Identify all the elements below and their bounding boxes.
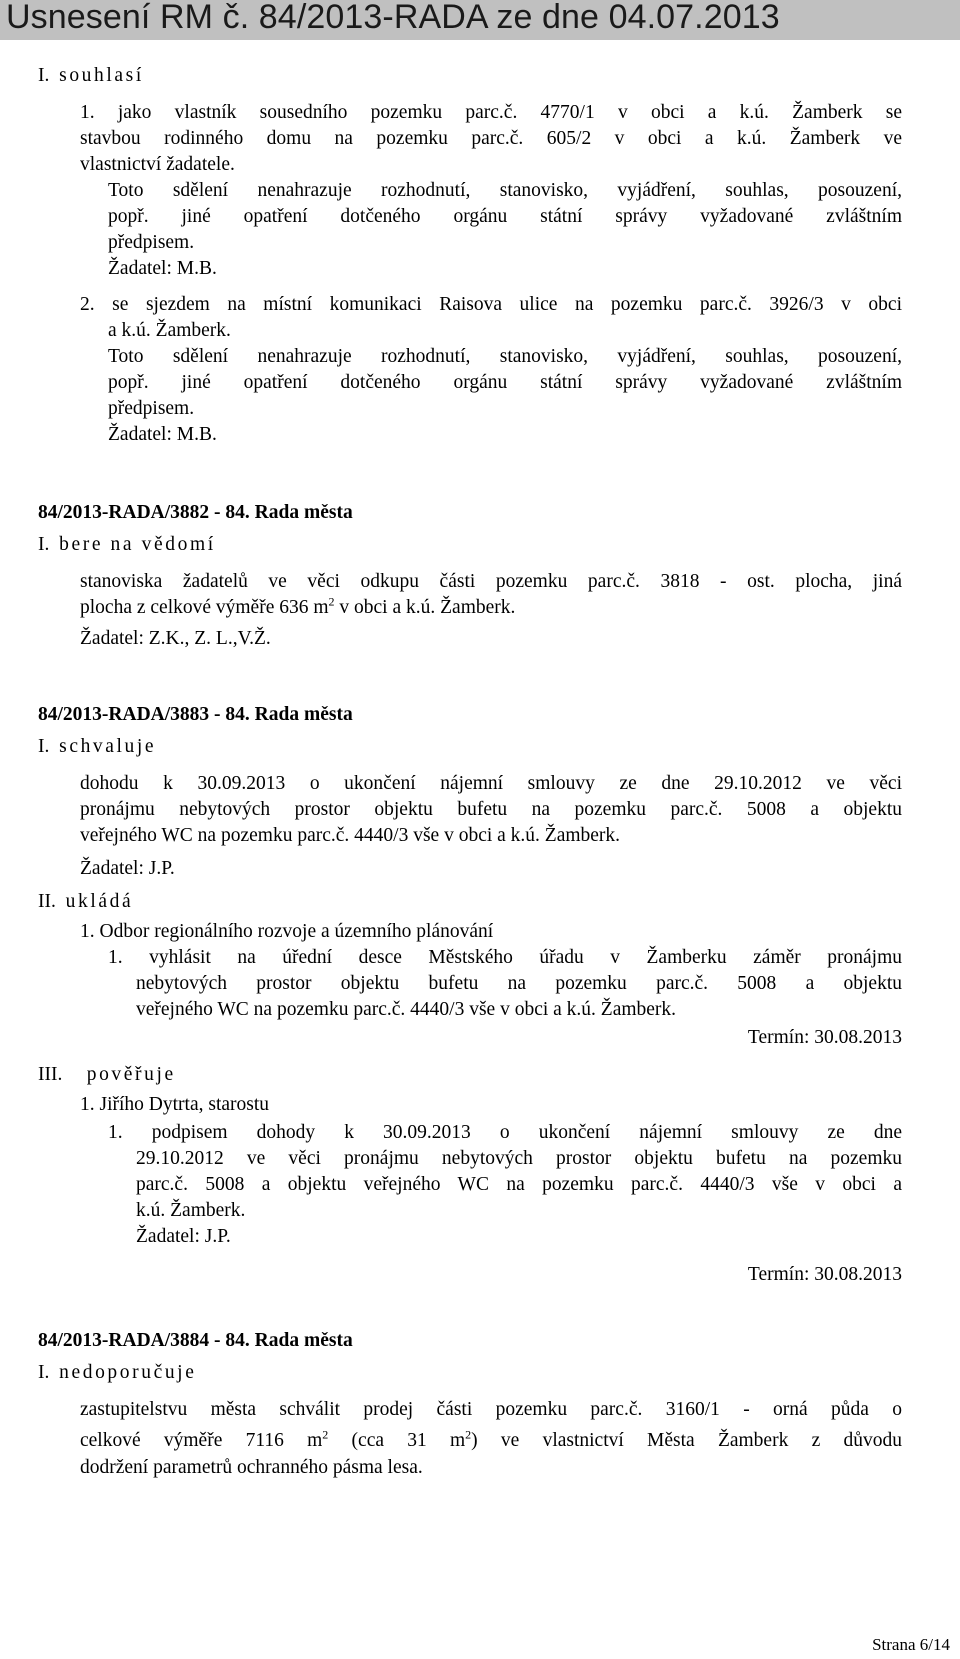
item2-note3: předpisem.: [108, 398, 195, 419]
res3882-applicant: Žadatel: Z.K., Z. L.,V.Ž.: [80, 628, 271, 649]
resolution-heading-3882: 84/2013-RADA/3882 - 84. Rada města: [38, 502, 353, 523]
verb-uklada: II. ukládá: [38, 891, 134, 912]
res3883-line2: pronájmu nebytových prostor objektu bufetu na pozemku parc.č. 5008 a objektu: [80, 799, 902, 820]
resolution-heading-3883: 84/2013-RADA/3883 - 84. Rada města: [38, 704, 353, 725]
verb-bere-na-vedomi: I. bere na vědomí: [38, 534, 216, 555]
item2-line1: 2. se sjezdem na místní komunikaci Raisova ulice na pozemku parc.č. 3926/3 v obci: [80, 294, 902, 315]
res3883-p2: 29.10.2012 ve věci pronájmu nebytových prostor objektu bufetu na pozemku: [136, 1148, 902, 1169]
res3883-line1: dohodu k 30.09.2013 o ukončení nájemní smlouvy ze dne 29.10.2012 ve věci: [80, 773, 902, 794]
res3883-line3: veřejného WC na pozemku parc.č. 4440/3 vše v obci a k.ú. Žamberk.: [80, 825, 621, 846]
item1-applicant: Žadatel: M.B.: [108, 258, 217, 279]
item1-line3: vlastnictví žadatele.: [80, 154, 235, 175]
page-title: Usnesení RM č. 84/2013-RADA ze dne 04.07.2013: [6, 0, 780, 36]
item2-applicant: Žadatel: M.B.: [108, 424, 217, 445]
res3883-p1: 1. podpisem dohody k 30.09.2013 o ukončení nájemní smlouvy ze dne: [108, 1122, 902, 1143]
res3883-person: 1. Jiřího Dytrta, starostu: [80, 1094, 270, 1115]
verb-poveruje: III. pověřuje: [38, 1064, 176, 1085]
res3883-task2: nebytových prostor objektu bufetu na pozemku parc.č. 5008 a objektu: [136, 973, 902, 994]
item2-note2: popř. jiné opatření dotčeného orgánu státní správy vyžadované zvláštním: [108, 372, 902, 393]
res3883-applicant: Žadatel: J.P.: [80, 858, 175, 879]
res3883-p3: parc.č. 5008 a objektu veřejného WC na pozemku parc.č. 4440/3 vše v obci a: [136, 1174, 902, 1195]
resolution-heading-3884: 84/2013-RADA/3884 - 84. Rada města: [38, 1330, 353, 1351]
res3884-line1: zastupitelstvu města schválit prodej části pozemku parc.č. 3160/1 - orná půda o: [80, 1399, 902, 1420]
verb-schvaluje: I. schvaluje: [38, 736, 157, 757]
verb-nedoporucuje: I. nedoporučuje: [38, 1362, 197, 1383]
res3884-line3: dodržení parametrů ochranného pásma lesa.: [80, 1457, 423, 1478]
item1-line2: stavbou rodinného domu na pozemku parc.č. 605/2 v obci a k.ú. Žamberk ve: [80, 128, 902, 149]
res3883-dept: 1. Odbor regionálního rozvoje a územního plánování: [80, 921, 494, 942]
item2-note1: Toto sdělení nenahrazuje rozhodnutí, stanovisko, vyjádření, souhlas, posouzení,: [108, 346, 902, 367]
item1-line1: 1. jako vlastník sousedního pozemku parc.č. 4770/1 v obci a k.ú. Žamberk se: [80, 102, 902, 123]
res3884-line2: celkové výměře 7116 $m^2$ (cca 31 $m^2$) ve vlastnictví Města Žamberk z důvodu: [80, 1427, 902, 1451]
res3883-applicant2: Žadatel: J.P.: [136, 1226, 231, 1247]
res3883-p4: k.ú. Žamberk.: [136, 1200, 246, 1221]
res3883-task1: 1. vyhlásit na úřední desce Městského úřadu v Žamberku záměr pronájmu: [108, 947, 902, 968]
res3882-line1: stanoviska žadatelů ve věci odkupu části pozemku parc.č. 3818 - ost. plocha, jiná: [80, 571, 902, 592]
res3883-deadline1: Termín: 30.08.2013: [747, 1027, 902, 1048]
item2-line2: a k.ú. Žamberk.: [108, 320, 231, 341]
res3883-task3: veřejného WC na pozemku parc.č. 4440/3 vše v obci a k.ú. Žamberk.: [136, 999, 677, 1020]
item1-note3: předpisem.: [108, 232, 195, 253]
page-number: Strana 6/14: [872, 1635, 950, 1654]
verb-souhlasi: I. souhlasí: [38, 65, 144, 86]
res3883-deadline2: Termín: 30.08.2013: [747, 1264, 902, 1285]
res3882-line2: plocha z celkové výměře 636 $m^2$ v obci a k.ú. Žamberk.: [80, 594, 516, 618]
page-header: [0, 0, 960, 40]
item1-note2: popř. jiné opatření dotčeného orgánu státní správy vyžadované zvláštním: [108, 206, 902, 227]
item1-note1: Toto sdělení nenahrazuje rozhodnutí, stanovisko, vyjádření, souhlas, posouzení,: [108, 180, 902, 201]
